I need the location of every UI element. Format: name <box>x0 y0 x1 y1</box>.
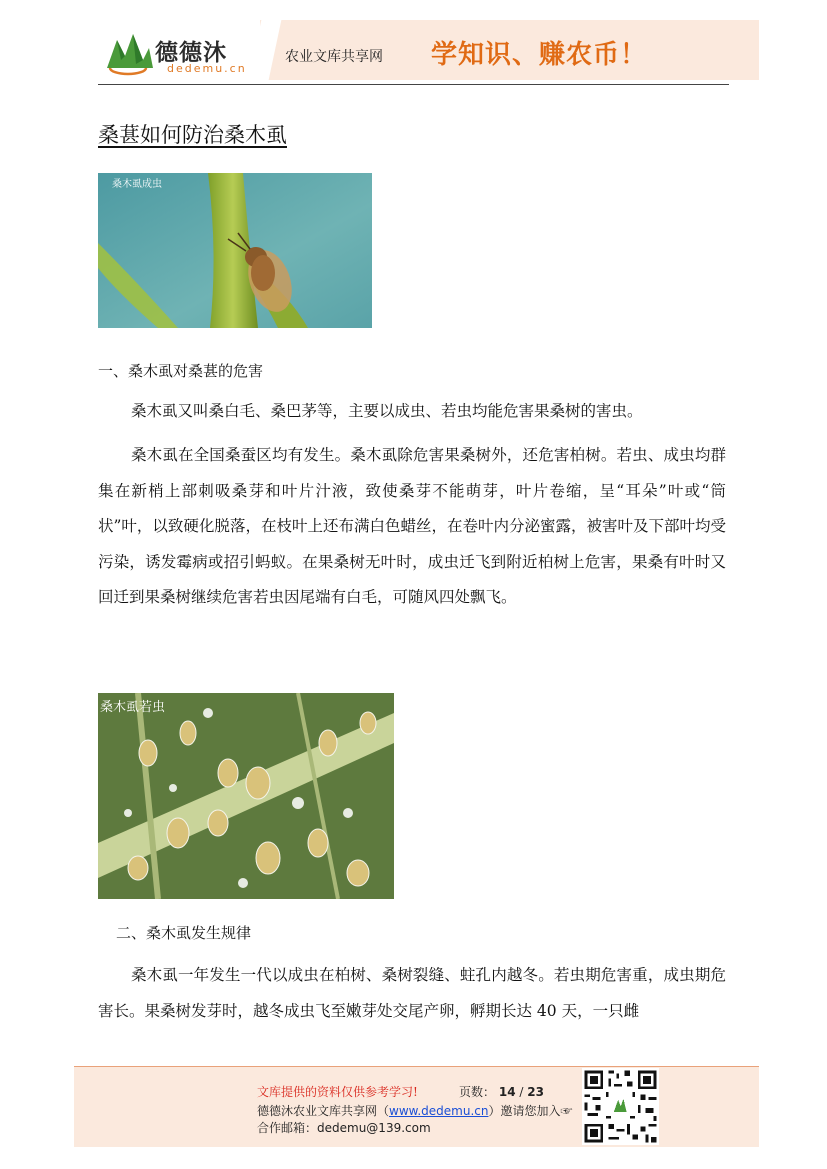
document-title: 桑葚如何防治桑木虱 <box>98 123 287 147</box>
paragraph-harm-detail: 桑木虱在全国桑蚕区均有发生。桑木虱除危害果桑树外，还危害柏树。若虫、成虫均群集在新梢上部刺吸桑芽和叶片汁液，致使桑芽不能萌芽，叶片卷缩，呈“耳朵”叶或“筒状”叶，以致硬化脱落，在枝叶上还布满白色蜡丝，在卷叶内分泌蜜露，被害叶及下部叶均受污染，诱发霉病或招引蚂蚁。在果桑树无叶时，成虫迁飞到附近柏树上危害，果桑有叶时又回迁到果桑树继续危害若虫因尾端有白毛，可随风四处飘飞。 <box>98 446 726 607</box>
photo-caption: 桑木虱若虫 <box>100 700 166 715</box>
page-header <box>95 18 759 82</box>
section-heading-pattern: 二、桑木虱发生规律 <box>116 924 252 942</box>
header-slogan: 学知识、赚农币！ <box>431 40 648 70</box>
qr-code-icon[interactable] <box>582 1068 659 1145</box>
section-heading-harm: 一、桑木虱对桑葚的危害 <box>98 362 264 380</box>
dedemu-logo-icon <box>103 30 157 76</box>
nymph-psyllid-image <box>98 693 394 899</box>
pages-label: 页数： <box>459 1085 496 1099</box>
page-separator: / <box>519 1085 524 1099</box>
page-current: 14 <box>498 1085 516 1099</box>
footer-divider <box>74 1066 759 1067</box>
invite-prefix: 德德沐农业文库共享网（ <box>257 1104 390 1118</box>
logo-domain: dedemu.cn <box>167 62 247 75</box>
footer-warning: 文库提供的资料仅供参考学习! <box>257 1085 418 1099</box>
paragraph-intro: 桑木虱又叫桑白毛、桑巴茅等，主要以成虫、若虫均能危害果桑树的害虫。 <box>131 402 643 420</box>
paragraph-life-cycle: 桑木虱一年发生一代以成虫在柏树、桑树裂缝、蛀孔内越冬。若虫期危害重，成虫期危害长。果桑树发芽时，越冬成虫飞至嫩芽处交尾产卵，孵期长达 40 天，一只雌 <box>98 966 726 1020</box>
email-label: 合作邮箱： <box>257 1121 318 1135</box>
page-total: 23 <box>527 1085 544 1099</box>
site-name: 农业文库共享网 <box>285 49 383 65</box>
invite-suffix: ）邀请您加入☞ <box>488 1104 573 1118</box>
adult-psyllid-image <box>98 173 372 328</box>
photo-caption: 桑木虱成虫 <box>112 179 162 190</box>
nymph-psyllid-photo <box>98 693 394 899</box>
footer-contact <box>257 1119 431 1136</box>
header-divider <box>98 84 729 85</box>
page-footer <box>74 1066 759 1147</box>
footer-invite <box>257 1102 573 1119</box>
page-counter <box>459 1083 544 1100</box>
site-link[interactable]: www.dedemu.cn <box>389 1104 489 1118</box>
logo-name: 德德沐 <box>155 40 227 66</box>
email-address: dedemu@139.com <box>317 1121 431 1135</box>
adult-psyllid-photo <box>98 173 372 328</box>
